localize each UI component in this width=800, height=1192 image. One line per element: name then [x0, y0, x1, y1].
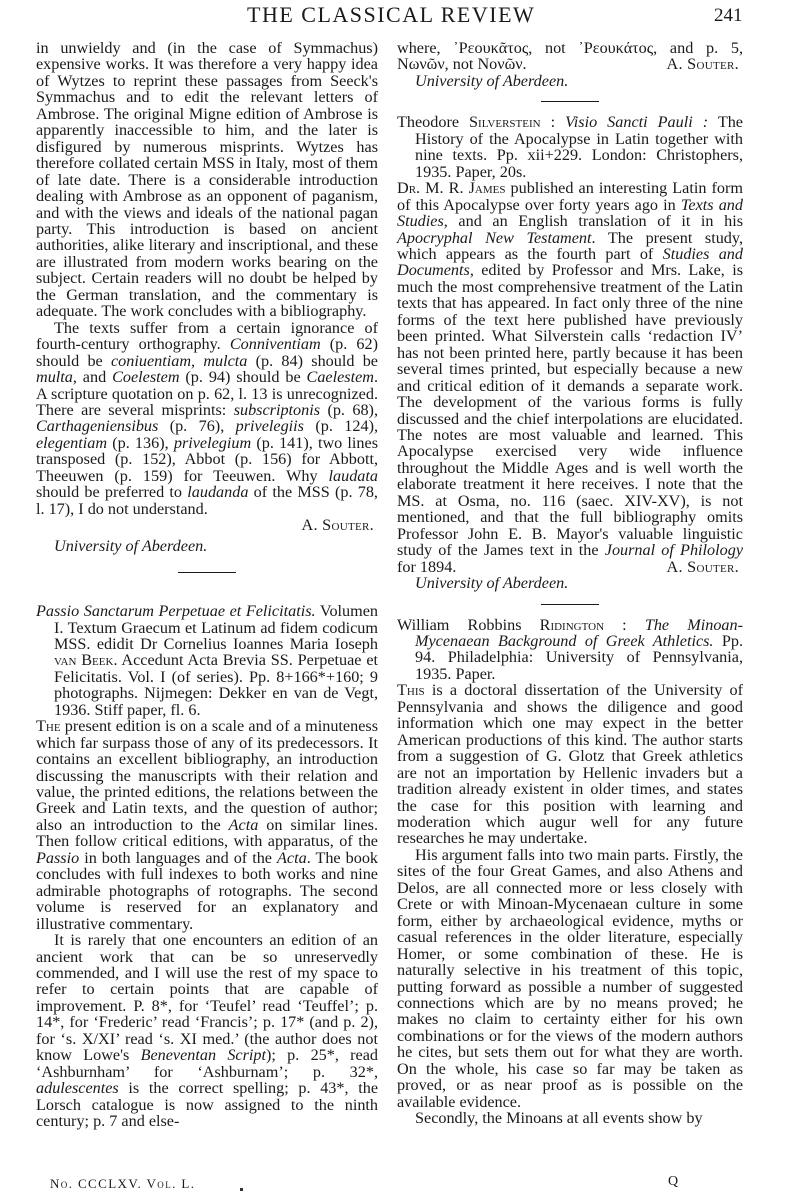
- page-number: 241: [714, 5, 743, 26]
- signature-line: [36, 517, 378, 533]
- right-column: [397, 40, 743, 1127]
- reviewer-affiliation: University of Aberdeen.: [415, 574, 569, 593]
- reviewer-signature: A. Souter.: [666, 557, 739, 576]
- paragraph: Secondly, the Minoans at all events show by: [415, 1109, 703, 1128]
- reviewer-affiliation: University of Aberdeen.: [415, 71, 569, 90]
- left-column: [36, 40, 378, 1130]
- bibliographic-entry: Passio Sanctarum Perpetuae et Felicitatis. Volumen I. Textum Graecum et Latinum ad fidem codicum MSS. edidit Dr Cornelius Ioannes Maria Ioseph van Beek. Accedunt Acta Brevia SS. Perpetuae et Felicitatis. Vol. I (of series). Pp. 8+166*+160; 9 photographs. Nijmegen: Dekker en van de Vegt, 1936. Stiff paper, fl. 6.: [36, 602, 378, 719]
- reviewer-signature: A. Souter.: [666, 55, 739, 74]
- issue-footer: No. CCCLXV. Vol. L.: [50, 1176, 196, 1191]
- paragraph: in unwieldy and (in the case of Symmachus) expensive works. It was therefore a very happy idea of Wytzes to reprint these passages from Seeck's Symmachus and to edit the relevant letters of Ambrose. The original Migne edition of Ambrose is apparently inaccessible to him, and the later is disfigured by numerous misprints. Wytzes has therefore collated certain MSS in Italy, most of them of late date. There is a considerable introduction dealing with Ambrose as an opponent of paganism, and with the views and ideals of the national pagan party. This introduction is based on ancient authorities, alike literary and inscriptional, and these are illustrated from modern works bearing on the subject. Certain readers will no doubt be helped by the German translation, and the commentary is adequate. The work concludes with a bibliography.: [36, 39, 378, 321]
- printer-mark: [240, 1188, 243, 1191]
- paragraph: This is a doctoral dissertation of the University of Pennsylvania and shows the diligence and good information which one may expect in the better American productions of this kind. The author starts from a suggestion of G. Glotz that Greek athletics are not an importation by Hellenic invaders but a tradition already existent in older times, and states the case for this position with learning and moderation which augur well for any future researches he may undertake.: [397, 681, 743, 848]
- paragraph: Dr. M. R. James published an interesting Latin form of this Apocalypse over forty years ago in Texts and Studies, and an English translation of it in his Apocryphal New Testament. The present study, which appears as the fourth part of Studies and Documents, edited by Professor and Mrs. Lake, is much the most comprehensive treatment of the Latin texts that has appeared. In fact only three of the nine forms of the text here published have previously been printed. What Silverstein calls ‘redaction IV’ has not been printed here, partly because it has been several times printed, but especially because a new and critical edition of it demands a separate work. The development of the various forms is fully discussed and the chief interpolations are elucidated. The notes are most valuable and learned. This Apocalypse exercised very wide influence throughout the Middle Ages and is well worth the elaborate treatment it here receives. I note that the MS. at Osma, no. 116 (saec. XIV-XV), is not mentioned, and that the full bibliography omits Professor John E. B. Mayor's valuable linguistic study of the James text in the Journal of Philology for 1894.: [397, 179, 744, 576]
- bibliographic-entry: Theodore Silverstein : Visio Sancti Pauli : The History of the Apocalypse in Latin together with nine texts. Pp. xii+229. London: Christophers, 1935. Paper, 20s.: [397, 113, 743, 181]
- paragraph: where, ᾿Ρεουκᾶτος, not ᾿Ρεουκάτος, and p. 5, Νωνῶν, not Νονῶν.: [397, 39, 743, 74]
- running-title: THE CLASSICAL REVIEW: [247, 2, 536, 27]
- reviewer-signature: A. Souter.: [301, 516, 374, 535]
- paragraph: The present edition is on a scale and of a minuteness which far surpass those of any of its predecessors. It contains an excellent bibliography, an introduction discussing the manuscripts with their relation and value, the printed editions, the relations between the Greek and Latin texts, and the question of author; also an introduction to the Acta on similar lines. Then follow critical editions, with apparatus, of the Passio in both languages and of the Acta. The book concludes with full indexes to both works and nine admirable photographs of rotographs. The second volume is reserved for an explanatory and illustrative commentary.: [36, 717, 379, 933]
- bibliographic-entry: William Robbins Ridington : The Minoan-Mycenaean Background of Greek Athletics. Pp. 94. Philadelphia: University of Pennsylvania, 1935. Paper.: [397, 615, 744, 683]
- reviewer-affiliation: University of Aberdeen.: [54, 536, 208, 555]
- paragraph: His argument falls into two main parts. Firstly, the sites of the four Great Games, and also Athens and Delos, are all connected more or less closely with Crete or with Minoan-Mycenaean culture in some form, either by archaeological evidence, myths or casual references in the older literature, especially Homer, or some combination of these. He is naturally selective in his treatment of this topic, putting forward as possible a number of suggested connections which are by no means proved; he makes no claim to certainty either for his own combinations or for the views of the modern authors he cites, but sets them out for what they are worth. On the whole, his case so far may be taken as proved, or as near proof as is possible on the available evidence.: [397, 845, 743, 1111]
- paragraph: It is rarely that one encounters an edition of an ancient work that can be so unreservedly commended, and I will use the rest of my space to refer to certain points that are capable of improvement. P. 8*, for ‘Teufel’ read ‘Teuffel’; p. 14*, for ‘Frederic’ read ‘Francis’; p. 17* (and p. 2), for ‘s. X/XI’ read ‘s. XI med.’ (the author does not know Lowe's Beneventan Script); p. 25*, read ‘Ashburnham’ for ‘Ashburnam’; p. 32*, adulescentes is the correct spelling; p. 43*, the Lorsch catalogue is now assigned to the ninth century; p. 7 and else-: [36, 931, 379, 1131]
- running-header: [0, 2, 800, 26]
- paragraph: The texts suffer from a certain ignorance of fourth-century orthography. Conniventiam (p. 62) should be coniuentiam, mulcta (p. 84) should be multa, and Coelestem (p. 94) should be Caelestem. A scripture quotation on p. 62, l. 13 is unrecognized. There are several misprints: subscriptonis (p. 68), Carthageniensibus (p. 76), privelegiis (p. 124), elegentiam (p. 136), privelegium (p. 141), two lines transposed (p. 152), Abbot (p. 156) for Abbott, Theeuwen (p. 159) for Teeuwen. Why laudata should be preferred to laudanda of the MSS (p. 78, l. 17), I do not understand.: [36, 318, 379, 518]
- signature-mark: Q: [668, 1174, 679, 1189]
